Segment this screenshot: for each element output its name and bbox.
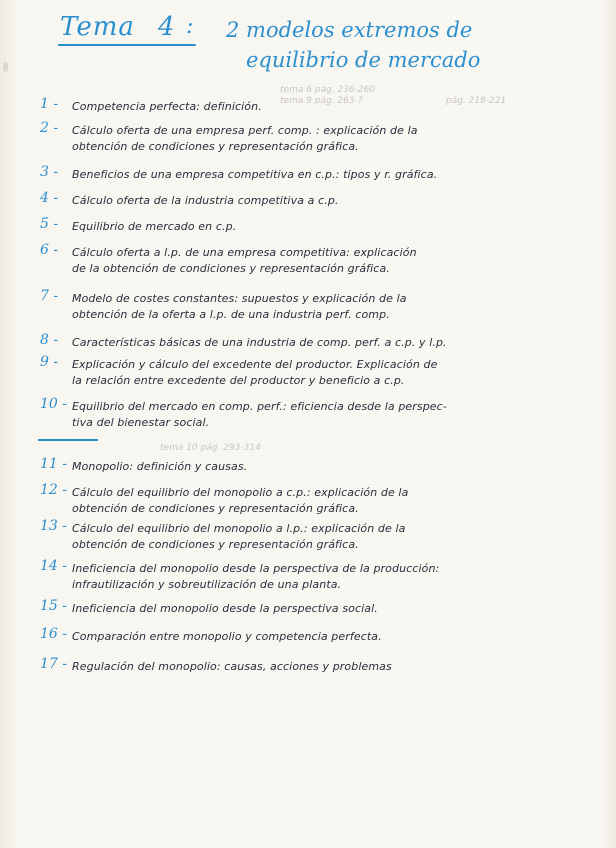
item-number: 1 - — [40, 96, 59, 112]
item-number: 17 - — [40, 656, 67, 672]
item-text: Explicación y cálculo del excedente del productor. Explicación de — [72, 358, 438, 371]
item-text: Cálculo del equilibrio del monopolio a l.p.: explicación de la — [72, 522, 406, 535]
item-text: obtención de condiciones y representación gráfica. — [72, 538, 359, 551]
item-number: 2 - — [40, 120, 59, 136]
section-divider — [38, 439, 98, 441]
item-text: obtención de la oferta a l.p. de una industria perf. comp. — [72, 308, 390, 321]
item-text: Cálculo del equilibrio del monopolio a c.p.: explicación de la — [72, 486, 409, 499]
item-number: 13 - — [40, 518, 67, 534]
item-text: Competencia perfecta: definición. — [72, 100, 262, 113]
title-line-2: equilibrio de mercado — [246, 48, 481, 72]
title-tema: Tema — [60, 12, 135, 42]
item-text: Equilibrio de mercado en c.p. — [72, 220, 237, 233]
item-text: Comparación entre monopolio y competencia perfecta. — [72, 630, 382, 643]
item-number: 5 - — [40, 216, 59, 232]
faint-note: tema 6 pág. 236-260 — [280, 85, 376, 95]
title-colon: : — [186, 14, 194, 39]
item-number: 6 - — [40, 242, 59, 258]
item-text: Modelo de costes constantes: supuestos y explicación de la — [72, 292, 407, 305]
margin-mark — [3, 62, 8, 72]
item-text: Ineficiencia del monopolio desde la perspectiva de la producción: — [72, 562, 440, 575]
item-text: Equilibrio del mercado en comp. perf.: eficiencia desde la perspec- — [72, 400, 447, 413]
item-text: Cálculo oferta de la industria competitiva a c.p. — [72, 194, 339, 207]
faint-note: pág. 218-221 — [446, 96, 507, 106]
item-number: 12 - — [40, 482, 67, 498]
item-number: 15 - — [40, 598, 67, 614]
item-text: obtención de condiciones y representación gráfica. — [72, 140, 359, 153]
item-text: Beneficios de una empresa competitiva en c.p.: tipos y r. gráfica. — [72, 168, 438, 181]
title-underline — [58, 44, 196, 46]
item-text: obtención de condiciones y representación gráfica. — [72, 502, 359, 515]
faint-note: tema 10 pág. 293-314 — [160, 443, 261, 453]
item-text: de la obtención de condiciones y representación gráfica. — [72, 262, 390, 275]
item-number: 10 - — [40, 396, 67, 412]
item-text: Monopolio: definición y causas. — [72, 460, 248, 473]
title-number: 4 — [158, 12, 175, 42]
item-number: 3 - — [40, 164, 59, 180]
item-number: 8 - — [40, 332, 59, 348]
item-number: 16 - — [40, 626, 67, 642]
item-number: 4 - — [40, 190, 59, 206]
item-number: 7 - — [40, 288, 59, 304]
faint-note: tema 9 pág. 263-? — [280, 96, 363, 106]
item-text: infrautilización y sobreutilización de una planta. — [72, 578, 342, 591]
item-number: 11 - — [40, 456, 67, 472]
item-text: Cálculo oferta a l.p. de una empresa competitiva: explicación — [72, 246, 417, 259]
item-text: la relación entre excedente del productor y beneficio a c.p. — [72, 374, 405, 387]
item-number: 9 - — [40, 354, 59, 370]
item-text: Regulación del monopolio: causas, acciones y problemas — [72, 660, 392, 673]
item-number: 14 - — [40, 558, 67, 574]
item-text: tiva del bienestar social. — [72, 416, 210, 429]
item-text: Cálculo oferta de una empresa perf. comp. : explicación de la — [72, 124, 418, 137]
title-line-1: 2 modelos extremos de — [226, 18, 473, 42]
item-text: Características básicas de una industria de comp. perf. a c.p. y l.p. — [72, 336, 447, 349]
item-text: Ineficiencia del monopolio desde la perspectiva social. — [72, 602, 378, 615]
